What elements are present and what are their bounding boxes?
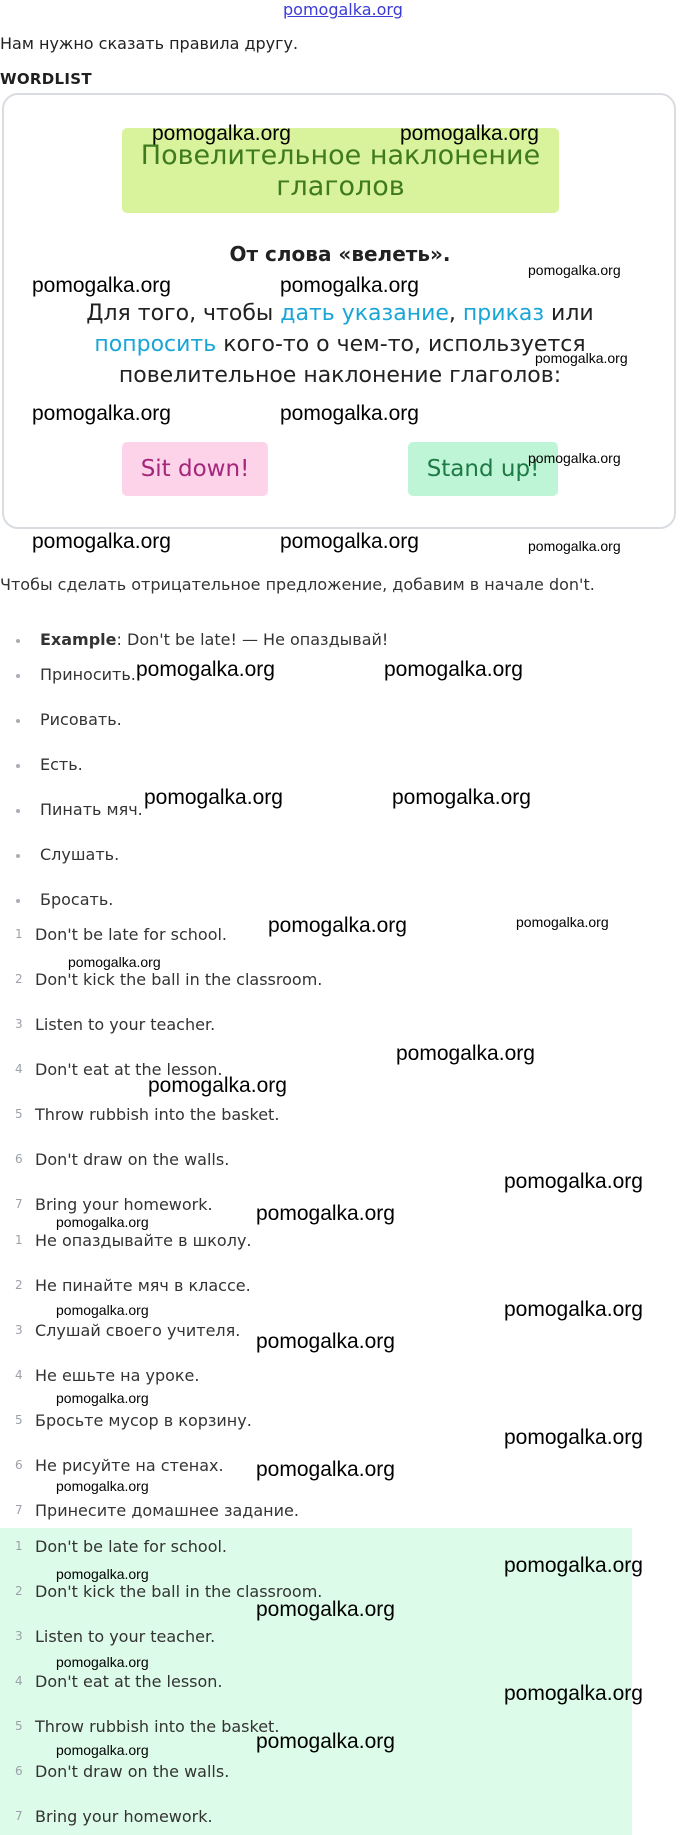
item-number: 3 <box>15 1017 23 1031</box>
watermark: pomogalka.org <box>152 122 291 145</box>
watermark: pomogalka.org <box>56 1390 149 1406</box>
watermark: pomogalka.org <box>148 1074 287 1097</box>
highlight-order: приказ <box>462 301 545 326</box>
item-text: Не ешьте на уроке. <box>35 1366 200 1385</box>
intro-text: Нам нужно сказать правила другу. <box>0 34 299 53</box>
watermark: pomogalka.org <box>256 1202 395 1225</box>
item-text: Don't eat at the lesson. <box>35 1060 223 1079</box>
item-number: 5 <box>15 1719 23 1733</box>
item-text: Throw rubbish into the basket. <box>35 1105 280 1124</box>
item-text: Бросьте мусор в корзину. <box>35 1411 252 1430</box>
card-subtitle: От слова «велеть». <box>229 242 451 266</box>
watermark: pomogalka.org <box>504 1554 643 1577</box>
item-number: 5 <box>15 1413 23 1427</box>
item-number: 6 <box>15 1764 23 1778</box>
watermark: pomogalka.org <box>528 450 621 466</box>
card-explanation <box>80 298 600 391</box>
item-text: Don't kick the ball in the classroom. <box>35 1582 323 1601</box>
explain-text: кого-то о чем-то, используется повелительное наклонение глаголов: <box>118 332 586 388</box>
highlight-request: попросить <box>94 332 217 357</box>
list-item-text: Слушать. <box>40 845 120 864</box>
watermark: pomogalka.org <box>400 122 539 145</box>
watermark: pomogalka.org <box>68 954 161 970</box>
watermark: pomogalka.org <box>528 262 621 278</box>
list-item-text: Рисовать. <box>40 710 122 729</box>
watermark: pomogalka.org <box>136 658 275 681</box>
item-text: Bring your homework. <box>35 1807 213 1826</box>
watermark: pomogalka.org <box>384 658 523 681</box>
watermark: pomogalka.org <box>32 402 171 425</box>
item-number: 3 <box>15 1323 23 1337</box>
watermark: pomogalka.org <box>280 530 419 553</box>
watermark: pomogalka.org <box>32 530 171 553</box>
item-number: 7 <box>15 1809 23 1823</box>
watermark: pomogalka.org <box>56 1742 149 1758</box>
item-text: Don't draw on the walls. <box>35 1762 230 1781</box>
site-link[interactable]: pomogalka.org <box>283 0 403 19</box>
list-item-text: Пинать мяч. <box>40 800 143 819</box>
item-text: Don't eat at the lesson. <box>35 1672 223 1691</box>
watermark: pomogalka.org <box>528 538 621 554</box>
item-text: Слушай своего учителя. <box>35 1321 241 1340</box>
watermark: pomogalka.org <box>256 1458 395 1481</box>
item-text: Listen to your teacher. <box>35 1015 216 1034</box>
list-item-text: Есть. <box>40 755 83 774</box>
item-number: 7 <box>15 1197 23 1211</box>
item-number: 2 <box>15 1278 23 1292</box>
item-number: 4 <box>15 1674 23 1688</box>
item-text: Listen to your teacher. <box>35 1627 216 1646</box>
example-text: : Don't be late! — Не опаздывай! <box>116 630 389 649</box>
item-number: 7 <box>15 1503 23 1517</box>
watermark: pomogalka.org <box>56 1214 149 1230</box>
item-text: Не опаздывайте в школу. <box>35 1231 252 1250</box>
item-number: 4 <box>15 1062 23 1076</box>
item-number: 1 <box>15 1233 23 1247</box>
item-text: Принесите домашнее задание. <box>35 1501 299 1520</box>
item-text: Не рисуйте на стенах. <box>35 1456 224 1475</box>
item-text: Bring your homework. <box>35 1195 213 1214</box>
watermark: pomogalka.org <box>504 1682 643 1705</box>
explain-text: или <box>544 301 594 326</box>
item-number: 2 <box>15 972 23 986</box>
item-text: Не пинайте мяч в классе. <box>35 1276 251 1295</box>
negation-note: Чтобы сделать отрицательное предложение, добавим в начале don't. <box>0 575 595 594</box>
watermark: pomogalka.org <box>280 402 419 425</box>
watermark: pomogalka.org <box>56 1566 149 1582</box>
item-text: Don't draw on the walls. <box>35 1150 230 1169</box>
item-text: Don't be late for school. <box>35 925 228 944</box>
explain-text: , <box>448 301 463 326</box>
item-text: Don't kick the ball in the classroom. <box>35 970 323 989</box>
item-number: 3 <box>15 1629 23 1643</box>
item-number: 5 <box>15 1107 23 1121</box>
watermark: pomogalka.org <box>56 1478 149 1494</box>
watermark: pomogalka.org <box>535 350 628 366</box>
item-text: Throw rubbish into the basket. <box>35 1717 280 1736</box>
item-number: 1 <box>15 927 23 941</box>
list-item-text: Бросать. <box>40 890 114 909</box>
card-title: Повелительное наклонение глаголов <box>122 128 559 213</box>
watermark: pomogalka.org <box>504 1170 643 1193</box>
item-text: Don't be late for school. <box>35 1537 228 1556</box>
watermark: pomogalka.org <box>392 786 531 809</box>
item-number: 6 <box>15 1458 23 1472</box>
item-number: 2 <box>15 1584 23 1598</box>
watermark: pomogalka.org <box>504 1426 643 1449</box>
item-number: 1 <box>15 1539 23 1553</box>
highlight-instruction: дать указание <box>280 301 449 326</box>
watermark: pomogalka.org <box>396 1042 535 1065</box>
watermark: pomogalka.org <box>56 1302 149 1318</box>
list-item-text: Приносить. <box>40 665 136 684</box>
chip-stand-up: Stand up! <box>408 442 558 496</box>
watermark: pomogalka.org <box>256 1330 395 1353</box>
chip-sit-down: Sit down! <box>122 442 268 496</box>
watermark: pomogalka.org <box>56 1654 149 1670</box>
watermark: pomogalka.org <box>504 1298 643 1321</box>
item-number: 6 <box>15 1152 23 1166</box>
explain-text: Для того, чтобы <box>86 301 281 326</box>
watermark: pomogalka.org <box>280 274 419 297</box>
watermark: pomogalka.org <box>516 914 609 930</box>
watermark: pomogalka.org <box>32 274 171 297</box>
watermark: pomogalka.org <box>256 1730 395 1753</box>
example-label: Example <box>40 630 117 649</box>
watermark: pomogalka.org <box>256 1598 395 1621</box>
watermark: pomogalka.org <box>268 914 407 937</box>
watermark: pomogalka.org <box>144 786 283 809</box>
item-number: 4 <box>15 1368 23 1382</box>
wordlist-label: WORDLIST <box>0 70 92 88</box>
